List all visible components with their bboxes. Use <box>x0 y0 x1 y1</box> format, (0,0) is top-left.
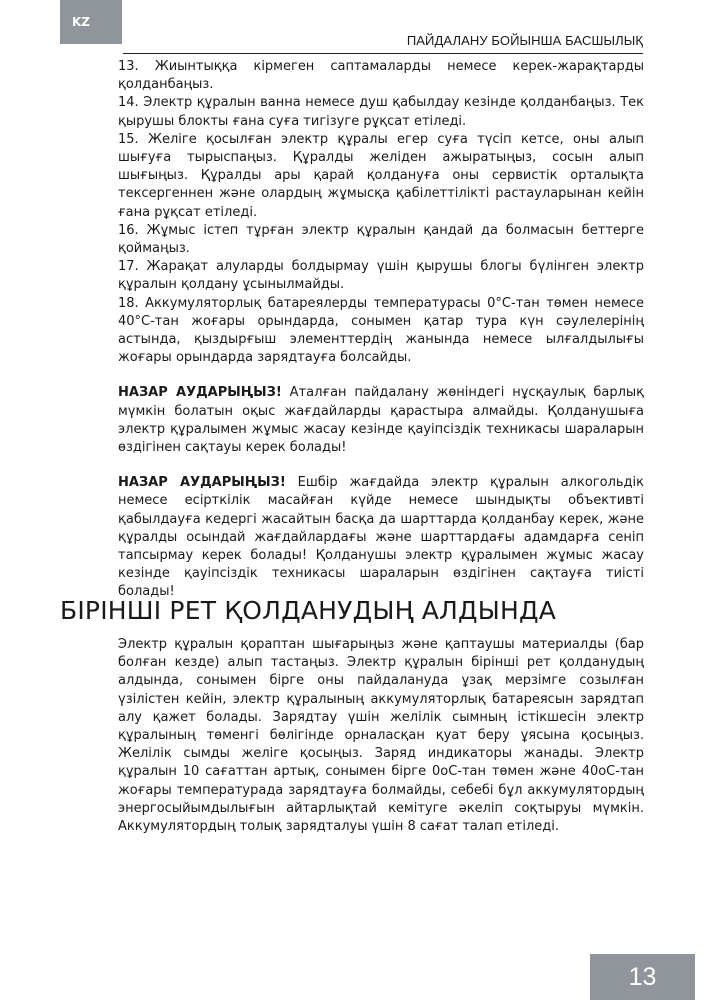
section-heading: БІРІНШІ РЕТ ҚОЛДАНУДЫҢ АЛДЫНДА <box>60 596 557 625</box>
warning-label: НАЗАР АУДАРЫҢЫЗ! <box>118 475 286 491</box>
list-item: 14. Электр құралын ванна немесе душ қабылдау кезінде қолданбаңыз. Тек қырушы блокты ғана суға тигізуге рұқсат етіледі. <box>118 95 644 129</box>
warning-paragraph <box>118 384 644 457</box>
list-item: 17. Жарақат алуларды болдырмау үшін қырушы блогы бүлінген электр құралын қолдану ұсынылмайды. <box>118 259 644 293</box>
section-body <box>118 636 644 836</box>
language-tab: KZ <box>60 0 122 44</box>
warning-paragraph <box>118 474 644 601</box>
page-number: 13 <box>590 954 695 1000</box>
header-divider <box>123 53 643 54</box>
safety-instructions <box>118 58 644 602</box>
warning-text: Ешбір жағдайда электр құралын алкогольдік немесе есірткілік масайған күйде немесе шындықты объективті қабылдауға кедергі жасайтын басқа да шарттарда қолданбау керек, және құралды осындай жағдайлардағы және шарттардағы адамдарға сеніп тапсырмау керек болады! Қолданушы электр құралымен жұмыс жасау кезінде қауіпсіздік техникасы шараларын өздігінен сақтауға тиісті болады! <box>118 475 644 600</box>
manual-header-title: ПАЙДАЛАНУ БОЙЫНША БАСШЫЛЫҚ <box>406 33 643 48</box>
list-item: 16. Жұмыс істеп тұрған электр құралын қандай да болмасын беттерге қоймаңыз. <box>118 222 644 257</box>
list-item: 18. Аккумуляторлық батареялерды температурасы 0°С-тан төмен немесе 40°С-тан жоғары орындарда, сонымен қатар тура күн сәулелерінің астында, қыздырғыш элементтердің жанында немесе ылғалдылығы жоғары орындарда зарядтауға болсайды. <box>118 295 644 366</box>
list-item: 13. Жиынтыққа кірмеген саптамаларды немесе керек-жарақтарды қолданбаңыз. <box>118 59 644 93</box>
warning-text: Аталған пайдалану жөніндегі нұсқаулық барлық мүмкін болатын оқыс жағдайларды қарастыра алмайды. Қолданушыға электр құралымен жұмыс жасау кезінде қауіпсіздік техникасы шараларын өздігінен сақтауы керек болады! <box>118 385 644 456</box>
list-item: 15. Желіге қосылған электр құралы егер суға түсіп кетсе, оны алып шығуға тырыспаңыз. Құралды желіден ажыратыңыз, сосын алып шығыңыз. Құралды ары қарай қолдануға оны сервистік орталықта тексергеннен және олардың жұмысқа қабілеттілікті растауларынан кейін ғана рұқсат етіледі. <box>118 131 644 220</box>
section-paragraph: Электр құралын қораптан шығарыңыз және қаптаушы материалды (бар болған кезде) алып тастаңыз. Электр құралын бірінші рет қолданудың алдында, сонымен бірге оны пайдалануда ұзақ мерзімге созылған үзілістен кейін, электр құралының аккумуляторлық батареясын зарядтап алу қажет болады. Зарядтау үшін желілік сымның істікшесін электр құралының төменгі бөлігінде орналасқан қуат беру ұясына қосыңыз. Желілік сымды желіге қосыңыз. Заряд индикаторы жанады. Электр құралын 10 сағаттан артық, сонымен бірге 0оС-тан төмен және 40оС-тан жоғары температурада зарядтауға болмайды, себебі бұл аккумулятордың энергосыйымдылығын айтарлықтай кемітуге әкеліп соқтыруы мүмкін. Аккумулятордың толық зарядталуы үшін 8 сағат талап етіледі. <box>118 637 644 835</box>
warning-label: НАЗАР АУДАРЫҢЫЗ! <box>118 385 282 401</box>
